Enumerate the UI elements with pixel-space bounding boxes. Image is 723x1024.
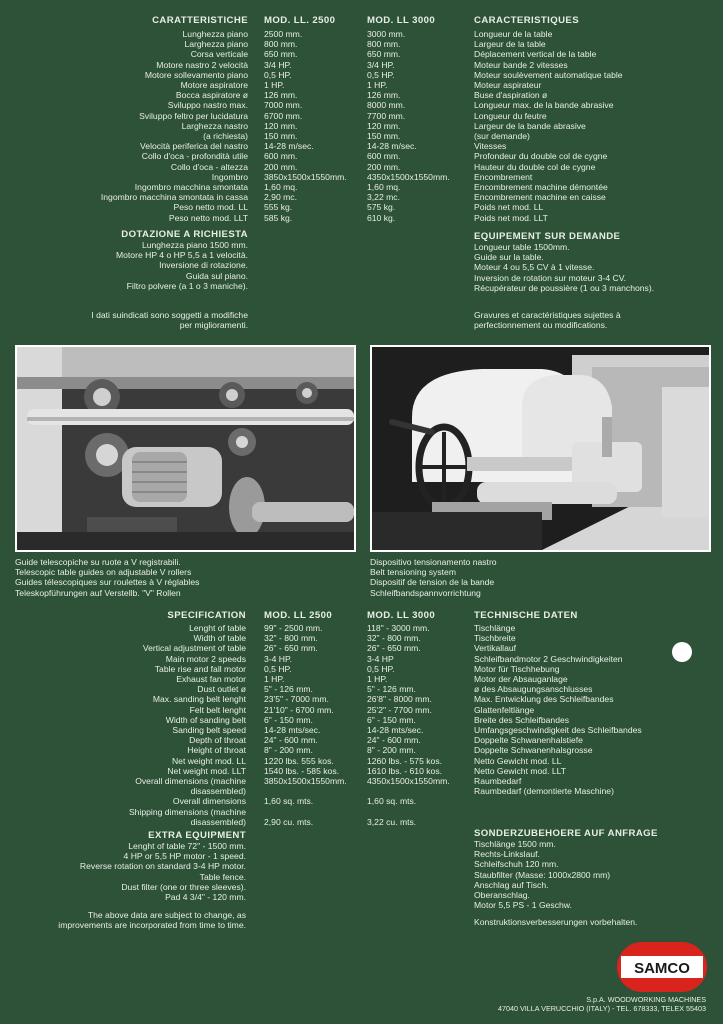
caption-line: Dispositivo tensionamento nastro	[370, 557, 497, 567]
note-french	[474, 310, 621, 330]
spec-value: 1610 lbs. - 610 kos.	[367, 765, 443, 776]
spec-label: Motore nastro 2 velocità	[156, 59, 248, 70]
extra-item: Schleifschuh 120 mm.	[474, 859, 559, 870]
spec-value: 6" - 150 mm.	[367, 714, 416, 725]
spec-label: Net weight mod. LLT	[167, 765, 246, 776]
spec-label: Ingombro macchina smontata in cassa	[100, 192, 248, 203]
spec-label: Overall dimensions	[172, 796, 246, 807]
spec-value: 1540 lbs. - 585 kos.	[264, 765, 340, 776]
spec-label: Motor der Absauganlage	[474, 674, 568, 685]
spec-label: Encombrement machine en caisse	[474, 192, 606, 203]
extra-heading-german: SONDERZUBEHOERE AUF ANFRAGE	[474, 828, 658, 839]
spec-value: 150 mm.	[367, 131, 401, 142]
spec-label: Netto Gewicht mod. LLT	[474, 765, 567, 776]
spec-label: Motore aspiratore	[180, 80, 248, 91]
spec-label: Glattenfeltlänge	[474, 704, 535, 715]
spec-value: 3-4 HP	[367, 653, 394, 664]
specs-labels-german	[474, 623, 642, 796]
note-german: Konstruktionsverbesserungen vorbehalten.	[474, 917, 638, 927]
extra-item: Moteur 4 ou 5,5 CV à 1 vitesse.	[474, 262, 595, 273]
spec-label: Poids net mod. LLT	[474, 212, 548, 223]
spec-label: Height of throat	[187, 745, 246, 756]
spec-value: 8" - 200 mm.	[264, 745, 313, 756]
specs-values-ll2500-top	[264, 29, 347, 223]
spec-value: 32" - 800 mm.	[367, 633, 421, 644]
spec-value: 2,90 cu. mts.	[264, 816, 314, 827]
spec-value: 0,5 HP.	[367, 69, 395, 80]
spec-value: 150 mm.	[264, 131, 298, 142]
spec-label: Main motor 2 speeds	[165, 653, 246, 664]
spec-label: Overall dimensions (machine	[135, 776, 246, 787]
spec-label: Motore sollevamento piano	[144, 69, 248, 80]
note-line: per miglioramenti.	[179, 320, 248, 331]
extra-item: Tischlänge 1500 mm.	[474, 839, 556, 849]
spec-value: 575 kg.	[367, 202, 396, 213]
spec-label: Peso netto mod. LLT	[168, 212, 248, 223]
specs-values-ll3000-top	[367, 29, 450, 223]
company-name: S.p.A. WOODWORKING MACHINES	[586, 995, 706, 1004]
spec-label: Vertikallauf	[474, 643, 517, 654]
heading-caratteristiche: CARATTERISTICHE	[152, 15, 248, 26]
heading-mod-ll3000-bottom: MOD. LL 3000	[367, 610, 436, 621]
company-address	[498, 995, 706, 1013]
spec-value: 1 HP.	[264, 674, 285, 685]
spec-label: Raumbedarf (demontierte Maschine)	[474, 786, 614, 797]
spec-label: Raumbedarf	[474, 776, 522, 787]
note-line: improvements are incorporated from time to time.	[58, 920, 246, 931]
heading-mod-ll3000-top: MOD. LL 3000	[367, 15, 436, 26]
spec-label: Exhaust fan motor	[176, 674, 246, 685]
spec-value: 585 kg.	[264, 212, 293, 223]
spec-label: disassembled)	[190, 786, 246, 797]
extra-heading-italian: DOTAZIONE A RICHIESTA	[121, 229, 248, 240]
photo-telescopic-guides	[15, 345, 356, 552]
spec-label: Encombrement	[474, 171, 533, 182]
specs-labels-french	[474, 29, 623, 223]
punch-hole-dot	[672, 642, 692, 662]
spec-label: Collo d'oca - altezza	[170, 161, 248, 172]
spec-value: 8" - 200 mm.	[367, 745, 416, 756]
spec-label: Motor für Tischhebung	[474, 663, 560, 674]
caption-line: Guides télescopiques sur roulettes à V réglables	[15, 577, 200, 588]
spec-value: 6700 mm.	[264, 110, 303, 121]
spec-value: 126 mm.	[264, 90, 298, 101]
note-english	[30, 910, 246, 930]
spec-value: 3-4 HP.	[264, 653, 293, 664]
spec-value: 600 mm.	[367, 151, 401, 162]
extra-item: 4 HP or 5,5 HP motor - 1 speed.	[123, 851, 246, 862]
samco-logo	[617, 942, 707, 992]
spec-value: 99" - 2500 mm.	[264, 623, 323, 633]
note-line: I dati suindicati sono soggetti a modifiche	[91, 310, 248, 320]
spec-value: 0,5 HP.	[367, 663, 395, 674]
spec-label: Corsa verticale	[190, 49, 248, 60]
note-line: perfectionnement ou modifications.	[474, 320, 608, 331]
spec-label: Lenght of table	[189, 623, 246, 633]
extra-item: Lenght of table 72" - 1500 mm.	[128, 841, 246, 851]
spec-value: 14-28 m/sec.	[367, 141, 417, 152]
spec-value: 14-28 mts/sec.	[367, 725, 424, 736]
spec-value: 200 mm.	[367, 161, 401, 172]
spec-label: Tischbreite	[474, 633, 516, 644]
spec-label: Max. Entwicklung des Schleifbandes	[474, 694, 614, 705]
note-line: Gravures et caractéristiques sujettes à	[474, 310, 621, 320]
spec-label: ø des Absaugungsanschlusses	[474, 684, 593, 695]
spec-label: Felt belt lenght	[189, 704, 246, 715]
spec-label: Longueur max. de la bande abrasive	[474, 100, 614, 111]
spec-value: 14-28 mts/sec.	[264, 725, 321, 736]
spec-value: 600 mm.	[264, 151, 298, 162]
spec-value: 120 mm.	[264, 120, 298, 131]
spec-label: Doppelte Schwanenhalsgrosse	[474, 745, 593, 756]
spec-label: Width of table	[193, 633, 246, 644]
spec-label: Moteur soulèvement automatique table	[474, 69, 623, 80]
spec-label: Schleifbandmotor 2 Geschwindigkeiten	[474, 653, 623, 664]
spec-value: 0,5 HP.	[264, 663, 292, 674]
spec-label: Table rise and fall motor	[154, 663, 246, 674]
spec-value: 3000 mm.	[367, 29, 406, 39]
spacer	[367, 786, 450, 796]
spec-value: 1,60 mq.	[367, 182, 401, 193]
extra-equipment-english	[30, 830, 246, 902]
spec-value: 8000 mm.	[367, 100, 406, 111]
spec-value: 5" - 126 mm.	[367, 684, 416, 695]
spec-value: 1,60 sq. mts.	[264, 796, 314, 807]
spec-value: 21'10" - 6700 mm.	[264, 704, 334, 715]
spec-label: Largeur de la table	[474, 39, 546, 50]
extra-item: Dust filter (one or three sleeves).	[121, 881, 246, 892]
spec-label: Moteur aspirateur	[474, 80, 542, 91]
spec-value: 3,22 cu. mts.	[367, 816, 417, 827]
spec-value: 24" - 600 mm.	[264, 735, 318, 746]
note-italian	[40, 310, 248, 330]
extra-item: Motore HP 4 o HP 5,5 a 1 velocità.	[115, 250, 248, 261]
spec-label: Hauteur du double col de cygne	[474, 161, 596, 172]
spec-value: 3850x1500x1550mm.	[264, 171, 347, 182]
caption-belt-tensioning	[370, 557, 497, 598]
logo-text: SAMCO	[634, 960, 690, 977]
extra-list-italian	[40, 240, 248, 291]
spec-label: Depth of throat	[189, 735, 246, 746]
spec-label: Déplacement vertical de la table	[474, 49, 597, 60]
spec-value: 6" - 150 mm.	[264, 714, 313, 725]
spec-label: Larghezza nastro	[181, 120, 248, 131]
spec-value: 1 HP.	[367, 80, 388, 91]
spec-label: disassembled)	[190, 816, 246, 827]
spec-label: Netto Gewicht mod. LL	[474, 755, 562, 766]
note-line: The above data are subject to change, as	[87, 910, 246, 920]
spec-label: (sur demande)	[474, 131, 530, 142]
caption-line: Schleifbandspannvorrichtung	[370, 587, 481, 598]
extra-item: Inversion de rotation sur moteur 3-4 CV.	[474, 272, 627, 283]
spec-value: 1 HP.	[367, 674, 388, 685]
extra-item: Récupérateur de poussière (1 ou 3 manchons).	[474, 282, 655, 293]
spec-value: 2,90 mc.	[264, 192, 297, 203]
spec-label: Poids net mod. LL	[474, 202, 544, 213]
spec-value: 26" - 650 mm.	[264, 643, 318, 654]
spec-value: 7000 mm.	[264, 100, 303, 111]
spec-label: Vitesses	[474, 141, 507, 152]
spec-value: 26'8" - 8000 mm.	[367, 694, 432, 705]
spacer	[367, 807, 450, 817]
heading-technische-daten: TECHNISCHE DATEN	[474, 610, 578, 621]
extra-equipment-german	[474, 828, 658, 910]
extra-item: Staubfilter (Masse: 1000x2800 mm)	[474, 869, 611, 880]
spec-value: 25'2" - 7700 mm.	[367, 704, 432, 715]
spec-value: 23'5" - 7000 mm.	[264, 694, 329, 705]
extra-heading-english: EXTRA EQUIPMENT	[148, 830, 246, 841]
caption-line: Belt tensioning system	[370, 567, 456, 578]
extra-item: Filtro polvere (a 1 o 3 maniche).	[126, 280, 248, 291]
spec-value: 1260 lbs. - 575 kos.	[367, 755, 443, 766]
spec-label: Net weight mod. LL	[171, 755, 246, 766]
extra-list-english	[30, 841, 246, 902]
spec-label: Width of sanding belt	[165, 714, 246, 725]
extra-equipment-french	[474, 231, 654, 293]
spacer	[264, 807, 347, 817]
spec-value: 200 mm.	[264, 161, 298, 172]
specs-labels-english	[30, 623, 246, 827]
spec-label: Doppelte Schwanenhalstiefe	[474, 735, 583, 746]
heading-caracteristiques: CARACTERISTIQUES	[474, 15, 580, 26]
spec-value: 3/4 HP.	[367, 59, 395, 70]
spec-label: Encombrement machine démontée	[474, 182, 608, 193]
spec-label: Breite des Schleifbandes	[474, 714, 570, 725]
heading-specification: SPECIFICATION	[167, 610, 246, 621]
heading-mod-ll2500-bottom: MOD. LL 2500	[264, 610, 333, 621]
spec-value: 1,60 sq. mts.	[367, 796, 417, 807]
spec-label: Velocità periferica del nastro	[140, 141, 248, 152]
spec-value: 650 mm.	[264, 49, 298, 60]
photo-belt-tensioning	[370, 345, 711, 552]
extra-item: Pad 4 3/4" - 120 mm.	[165, 892, 246, 903]
spec-value: 7700 mm.	[367, 110, 406, 121]
spec-value: 800 mm.	[264, 39, 298, 50]
spec-label: Tischlänge	[474, 623, 516, 633]
spec-value: 118" - 3000 mm.	[367, 623, 430, 633]
extra-item: Guida sul piano.	[185, 270, 248, 281]
extra-item: Lunghezza piano 1500 mm.	[141, 240, 248, 250]
spec-value: 0,5 HP.	[264, 69, 292, 80]
extra-item: Inversione di rotazione.	[159, 260, 248, 271]
extra-item: Motor 5,5 PS - 1 Geschw.	[474, 900, 572, 911]
caption-line: Guide telescopiche su ruote a V registrabili.	[15, 557, 181, 567]
spec-label: Collo d'oca - profondità utile	[141, 151, 248, 162]
spec-value: 5" - 126 mm.	[264, 684, 313, 695]
extra-item: Anschlag auf Tisch.	[474, 879, 549, 890]
caption-line: Dispositif de tension de la bande	[370, 577, 495, 588]
spacer	[264, 786, 347, 796]
caption-telescopic-guides	[15, 557, 199, 598]
spec-value: 4350x1500x1550mm.	[367, 171, 450, 182]
spec-value: 610 kg.	[367, 212, 396, 223]
spec-value: 4350x1500x1550mm.	[367, 776, 450, 787]
spec-label: Profondeur du double col de cygne	[474, 151, 608, 162]
spec-label: Peso netto mod. LL	[173, 202, 248, 213]
extra-item: Guide sur la table.	[474, 252, 544, 263]
spec-value: 1 HP.	[264, 80, 285, 91]
spec-value: 1,60 mq.	[264, 182, 298, 193]
spec-label: Longueur du feutre	[474, 110, 547, 121]
spec-value: 126 mm.	[367, 90, 401, 101]
specs-labels-italian	[40, 29, 248, 223]
sander-rollers-illustration	[17, 347, 354, 550]
spec-value: 32" - 800 mm.	[264, 633, 318, 644]
spec-label: Sviluppo nastro max.	[167, 100, 248, 111]
spec-value: 800 mm.	[367, 39, 401, 50]
spec-value: 2500 mm.	[264, 29, 303, 39]
spec-value: 555 kg.	[264, 202, 293, 213]
spec-label: Umfangsgeschwindigkeit des Schleifbandes	[474, 725, 642, 736]
extra-item: Table fence.	[199, 871, 246, 882]
spec-label: Shipping dimensions (machine	[128, 806, 246, 817]
company-location: 47040 VILLA VERUCCHIO (ITALY) - TEL. 678333, TELEX 55403	[497, 1004, 706, 1013]
heading-mod-ll2500-top: MOD. LL. 2500	[264, 15, 336, 26]
spec-label: Sanding belt speed	[172, 725, 246, 736]
spec-value: 3850x1500x1550mm.	[264, 776, 347, 787]
extra-list-german	[474, 839, 658, 910]
samco-logo-mark	[617, 942, 707, 992]
spec-label: Max. sanding belt lenght	[152, 694, 246, 705]
caption-line: Teleskopführungen auf Verstellb. "V" Rollen	[15, 587, 181, 598]
spec-label: Dust outlet ø	[197, 684, 246, 695]
spec-label: Bocca aspiratore ø	[175, 90, 248, 101]
belt-tensioner-illustration	[372, 347, 709, 550]
caption-line: Telescopic table guides on adjustable V rollers	[15, 567, 192, 578]
spec-value: 3,22 mc.	[367, 192, 400, 203]
spec-label: Vertical adjustment of table	[142, 643, 246, 654]
specs-values-ll2500-bottom	[264, 623, 347, 827]
spec-label: Lunghezza piano	[182, 29, 248, 39]
spec-label: (a richiesta)	[203, 131, 248, 142]
spec-label: Largeur de la bande abrasive	[474, 120, 586, 131]
spec-label: Buse d'aspiration ø	[474, 90, 548, 101]
extra-list-french	[474, 242, 654, 293]
extra-item: Oberanschlag.	[474, 890, 530, 901]
spec-value: 26" - 650 mm.	[367, 643, 421, 654]
extra-item: Longueur table 1500mm.	[474, 242, 570, 252]
spec-value: 14-28 m/sec.	[264, 141, 314, 152]
spec-value: 3/4 HP.	[264, 59, 292, 70]
spec-value: 650 mm.	[367, 49, 401, 60]
extra-equipment-italian	[40, 229, 248, 291]
spec-value: 1220 lbs. 555 kos.	[264, 755, 334, 766]
extra-item: Rechts-Linkslauf.	[474, 849, 540, 860]
extra-heading-french: EQUIPEMENT SUR DEMANDE	[474, 231, 621, 242]
spec-label: Ingombro	[211, 171, 248, 182]
specs-values-ll3000-bottom	[367, 623, 450, 827]
spec-value: 120 mm.	[367, 120, 401, 131]
spec-label: Longueur de la table	[474, 29, 553, 39]
spec-label: Ingombro macchina smontata	[134, 182, 248, 193]
extra-item: Reverse rotation on standard 3-4 HP motor.	[79, 861, 246, 872]
spec-label: Moteur bande 2 vitesses	[474, 59, 568, 70]
spec-value: 24" - 600 mm.	[367, 735, 421, 746]
spec-label: Sviluppo feltro per lucidatura	[139, 110, 248, 121]
spec-label: Larghezza piano	[184, 39, 248, 50]
